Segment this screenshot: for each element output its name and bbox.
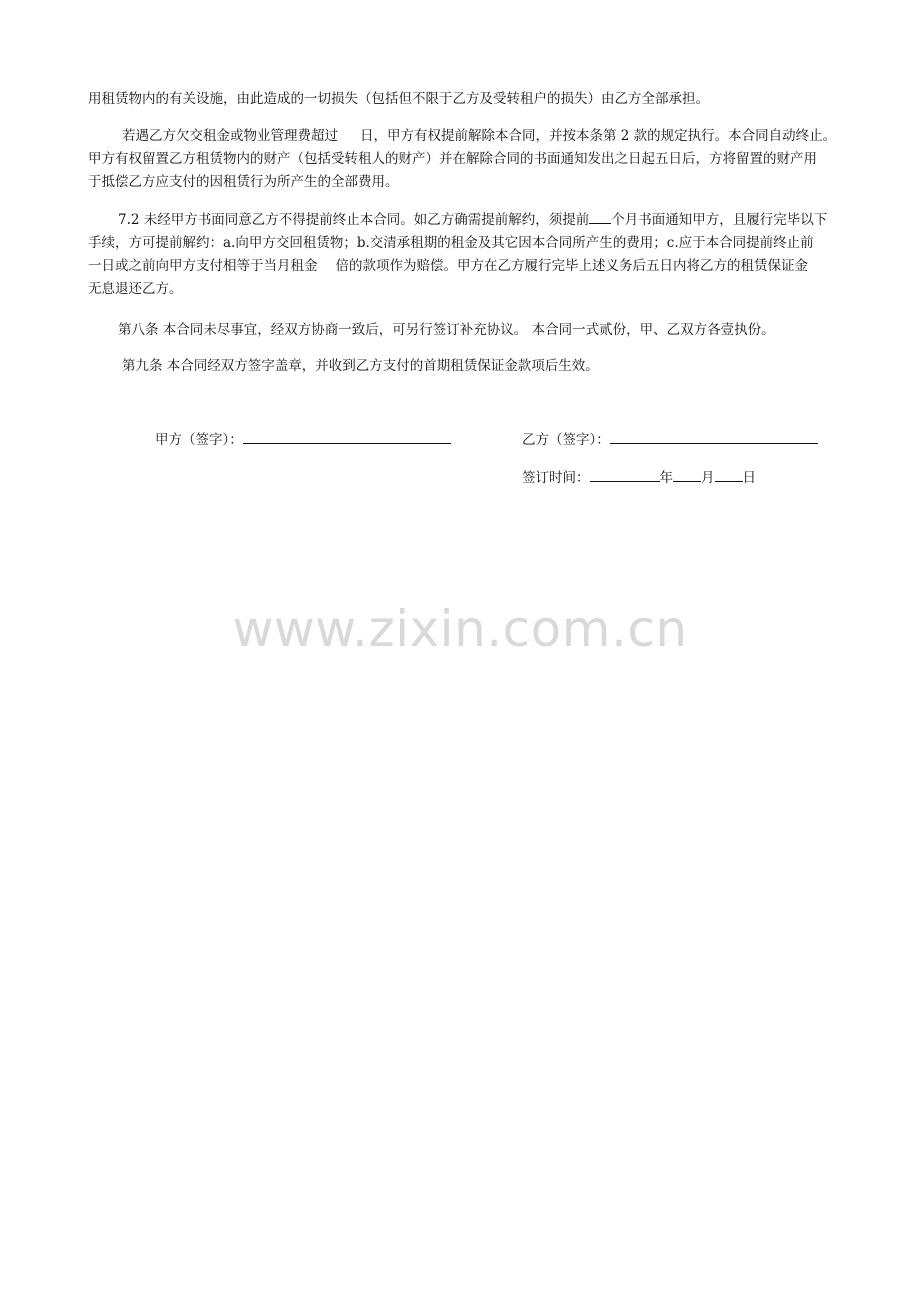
party-a-signature — [155, 429, 451, 452]
text-fragment: 若遇乙方欠交租金或物业管理费超过 — [122, 128, 338, 144]
party-b-label: 乙方（签字）： — [522, 432, 610, 448]
text-fragment: 日，甲方有权提前解除本合同，并按本条第 2 款的规定执行。本合同自动终止。 — [360, 128, 837, 144]
day-label: 日 — [742, 470, 756, 486]
text-line: 第九条 本合同经双方签字盖章，并收到乙方支付的首期租赁保证金款项后生效。 — [122, 358, 599, 374]
text-line: 无息退还乙方。 — [88, 281, 183, 297]
watermark: www.zixin.com.cn — [232, 600, 688, 658]
month-blank — [673, 467, 701, 482]
year-blank — [590, 467, 660, 482]
text-line: 用租赁物内的有关设施，由此造成的一切损失（包括但不限于乙方及受转租户的损失）由乙方全部承担。 — [88, 91, 709, 107]
text-fragment: 一日或之前向甲方支付相等于当月租金 — [88, 258, 318, 274]
paragraph-7-2 — [88, 209, 833, 301]
text-line: 第八条 本合同未尽事宜，经双方协商一致后，可另行签订补充协议。 本合同一式贰份，甲、乙双方各壹执份。 — [118, 322, 775, 338]
party-a-signature-line — [243, 429, 451, 444]
text-line — [88, 209, 833, 232]
month-label: 月 — [701, 470, 715, 486]
paragraph-article-8 — [118, 319, 863, 342]
year-label: 年 — [659, 470, 673, 486]
text-line — [88, 125, 837, 148]
blank-field — [589, 209, 611, 224]
date-label: 签订时间： — [522, 470, 590, 486]
text-fragment: 个月书面通知甲方，且履行完毕以下 — [611, 212, 828, 228]
text-line: 于抵偿乙方应支付的因租赁行为所产生的全部费用。 — [88, 174, 399, 190]
party-b-signature — [522, 429, 818, 452]
signing-date — [522, 467, 756, 490]
text-fragment: 倍的款项作为赔偿。甲方在乙方履行完毕上述义务后五日内将乙方的租赁保证金 — [335, 258, 808, 274]
day-blank — [715, 467, 743, 482]
text-line: 甲方有权留置乙方租赁物内的财产（包括受转租人的财产）并在解除合同的书面通知发出之日起五日后，方将留置的财产用 — [88, 151, 817, 167]
text-line: 手续，方可提前解约：a.向甲方交回租赁物；b.交清承租期的租金及其它因本合同所产生的费用；c.应于本合同提前终止前 — [88, 235, 814, 251]
text-line — [88, 255, 833, 278]
paragraph-liability — [88, 88, 833, 111]
party-a-label: 甲方（签字）： — [155, 432, 243, 448]
text-fragment: 7.2 未经甲方书面同意乙方不得提前终止本合同。如乙方确需提前解约，须提前 — [118, 212, 590, 228]
paragraph-article-9 — [122, 355, 867, 378]
party-b-signature-line — [610, 429, 818, 444]
paragraph-arrears — [88, 125, 837, 194]
